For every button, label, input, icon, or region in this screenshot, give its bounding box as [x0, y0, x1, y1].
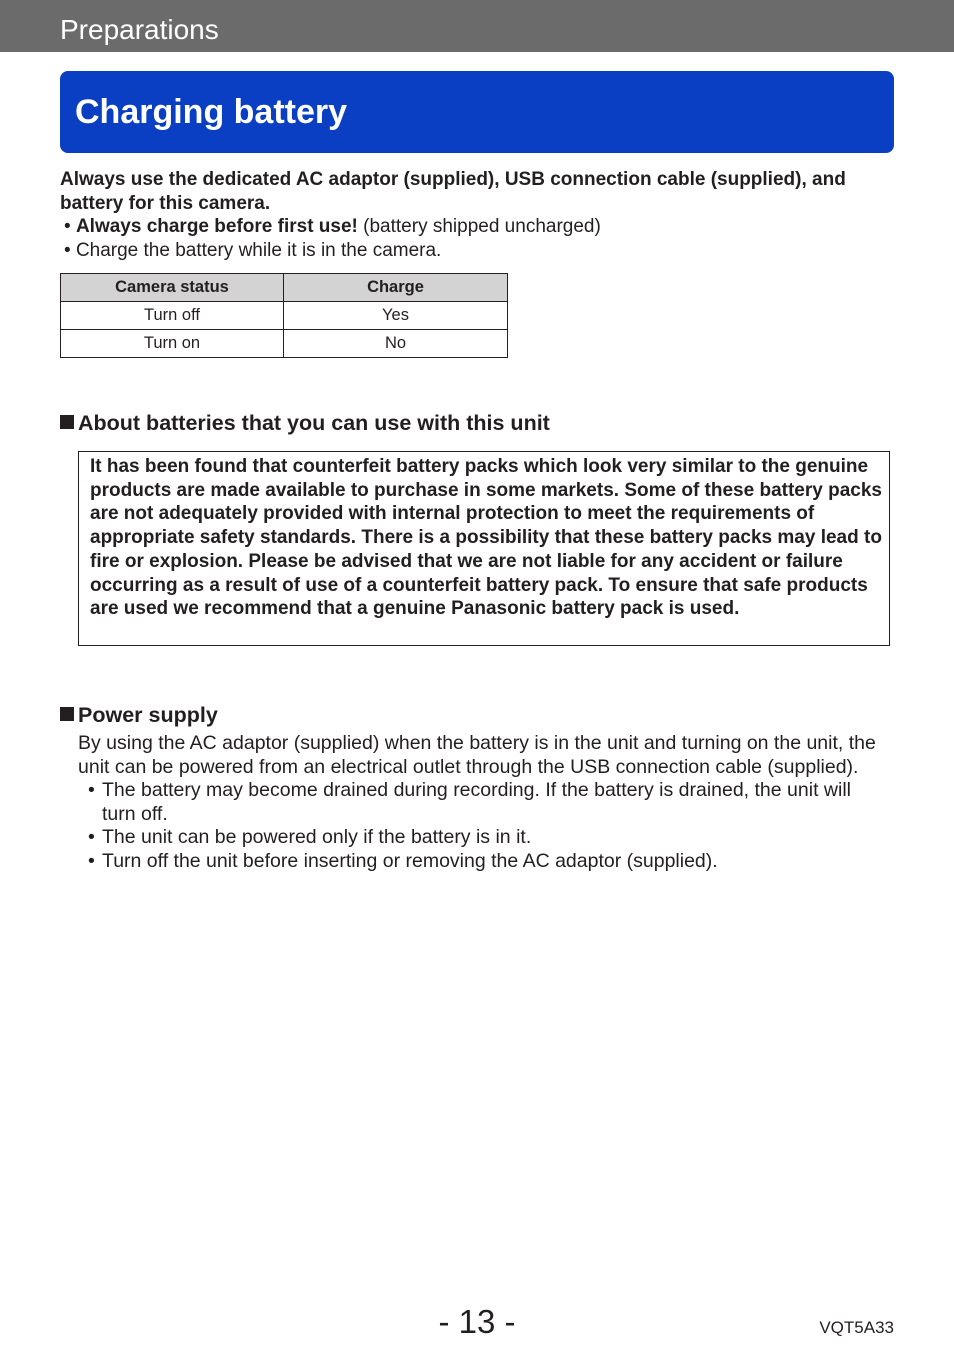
intro-bullet: • Charge the battery while it is in the camera.	[64, 239, 442, 261]
power-supply-section	[78, 732, 878, 874]
counterfeit-notice-text: It has been found that counterfeit battery packs which look very similar to the genuine products are made available to purchase in some markets. Some of these battery packs are not adequately provided with internal protection to meet the requirements of appropriate safety standards. There is a possibility that these battery packs may lead to fire or explosion. Please be advised that we are not liable for any accident or failure occurring as a result of use of a counterfeit battery pack. To ensure that safe products are used we recommend that a genuine Panasonic battery pack is used.	[90, 456, 882, 620]
intro-bullet-text: Charge the battery while it is in the camera.	[75, 239, 442, 261]
table-cell: Yes	[284, 302, 508, 330]
list-item: • The unit can be powered only if the battery is in it.	[83, 826, 878, 850]
batteries-heading	[60, 410, 550, 436]
table-cell: No	[284, 330, 508, 358]
model-code: VQT5A33	[819, 1318, 894, 1337]
table-row	[61, 330, 508, 358]
title-banner	[60, 71, 894, 153]
table-cell: Turn on	[61, 330, 284, 358]
list-item: • The battery may become drained during recording. If the battery is drained, the unit will turn off.	[83, 779, 878, 826]
intro-bullet: • Always charge before first use! (battery shipped uncharged)	[64, 216, 601, 237]
power-supply-body: By using the AC adaptor (supplied) when the battery is in the unit and turning on the unit, the unit can be powered from an electrical outlet through the USB connection cable (supplied).	[78, 732, 876, 778]
table-header-cell: Camera status	[61, 274, 284, 302]
section-title: Preparations	[60, 14, 219, 45]
intro-warning: Always use the dedicated AC adaptor (supplied), USB connection cable (supplied), and battery for this camera.	[60, 169, 846, 214]
list-item: • Turn off the unit before inserting or removing the AC adaptor (supplied).	[83, 850, 878, 874]
page-title: Charging battery	[75, 93, 348, 131]
table-header-row	[61, 274, 508, 302]
power-supply-heading-text: Power supply	[78, 703, 218, 727]
page-number: - 13 -	[438, 1303, 516, 1340]
power-supply-bullets	[78, 779, 878, 873]
intro-text	[60, 168, 900, 262]
section-header-bar	[0, 0, 954, 52]
square-bullet-icon	[60, 707, 74, 721]
table-cell: Turn off	[61, 302, 284, 330]
camera-status-table	[60, 273, 508, 358]
batteries-heading-text: About batteries that you can use with this unit	[78, 411, 550, 435]
square-bullet-icon	[60, 415, 74, 429]
power-supply-heading	[60, 702, 218, 728]
counterfeit-notice-box	[78, 451, 890, 646]
intro-bullet-bold: Always charge before first use!	[75, 216, 358, 237]
table-row	[61, 302, 508, 330]
table-header-cell: Charge	[284, 274, 508, 302]
intro-bullet-rest: (battery shipped uncharged)	[357, 216, 601, 237]
